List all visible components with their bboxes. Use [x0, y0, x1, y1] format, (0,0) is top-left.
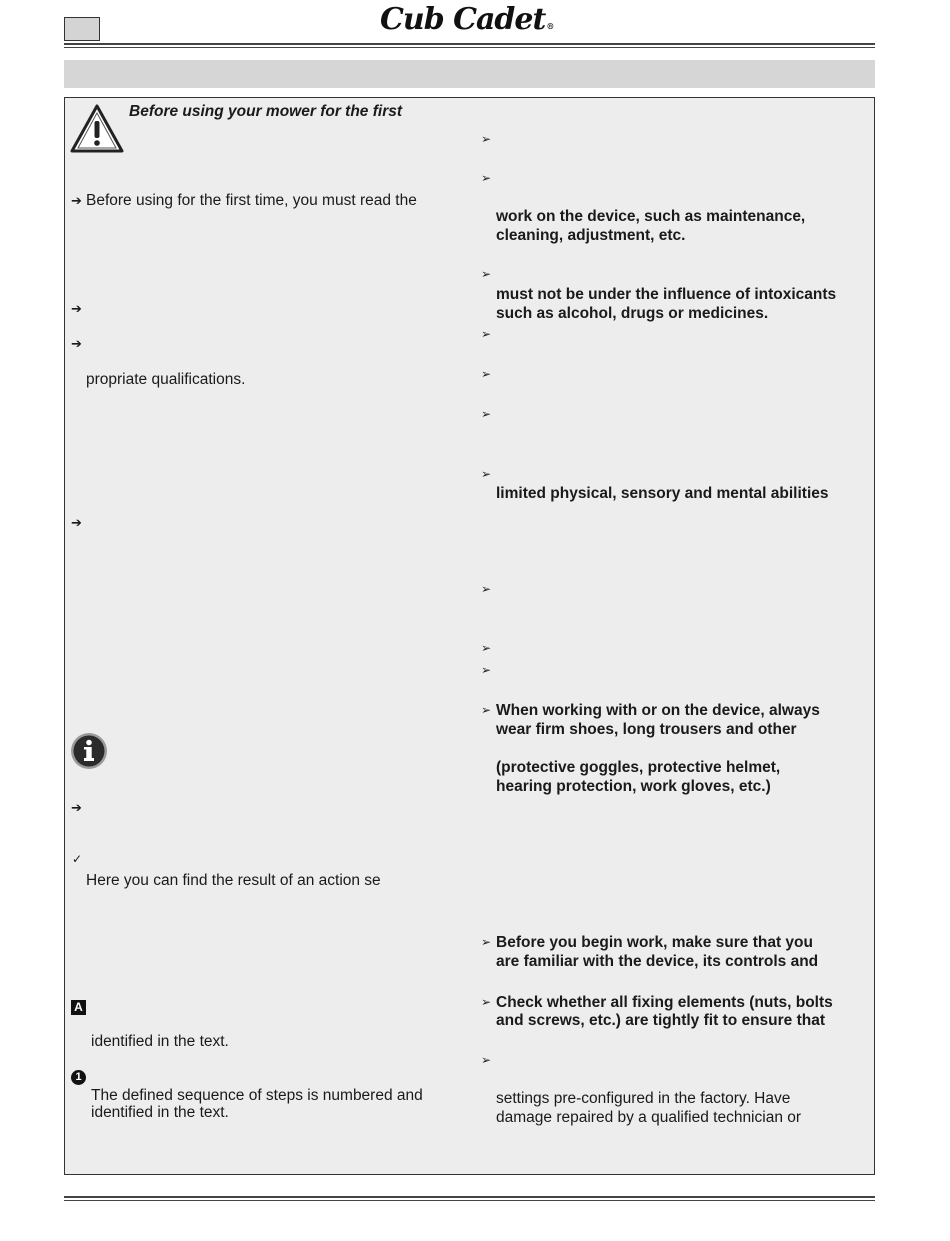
familiar-device-line1: Before you begin work, make sure that you	[496, 934, 813, 951]
factory-settings-line1: settings pre-configured in the factory. Have	[496, 1090, 791, 1107]
header-rule	[64, 43, 875, 48]
intoxicants-text-line1: must not be under the influence of intoxicants	[496, 286, 837, 303]
info-icon	[70, 732, 108, 770]
label-description: identified in the text.	[91, 1033, 229, 1050]
maintenance-text-line2: cleaning, adjustment, etc.	[496, 227, 686, 244]
bullet-arrow-icon: ➢	[481, 467, 492, 481]
fixing-elements-line2: and screws, etc.) are tightly fit to ensure that	[496, 1012, 826, 1029]
bullet-arrow-icon: ➢	[481, 703, 492, 717]
warning-triangle-icon	[70, 104, 124, 154]
familiar-device-line2: are familiar with the device, its controls and	[496, 953, 819, 970]
arrow-icon: ➔	[71, 516, 82, 531]
qualifications-text: propriate qualifications.	[86, 371, 246, 388]
arrow-icon: ➔	[71, 194, 82, 209]
intoxicants-text-line2: such as alcohol, drugs or medicines.	[496, 305, 769, 322]
arrow-icon: ➔	[71, 337, 82, 352]
checkmark-icon: ✓	[72, 852, 83, 866]
result-text: Here you can find the result of an action se	[86, 872, 381, 889]
brand-name: Cub Cadet	[380, 2, 546, 37]
arrow-icon: ➔	[71, 801, 82, 816]
first-use-heading: Before using your mower for the first	[129, 103, 403, 120]
protective-gear-line4: hearing protection, work gloves, etc.)	[496, 778, 771, 795]
first-use-instruction: Before using for the first time, you must read the	[86, 192, 417, 209]
position-label-a: A	[71, 1000, 86, 1015]
arrow-icon: ➔	[71, 302, 82, 317]
registered-mark: ®	[546, 21, 554, 31]
protective-gear-line2: wear firm shoes, long trousers and other	[496, 721, 797, 738]
bullet-arrow-icon: ➢	[481, 171, 492, 185]
bullet-arrow-icon: ➢	[481, 327, 492, 341]
page-number-tab	[64, 17, 100, 41]
step-text-line2: identified in the text.	[91, 1104, 229, 1121]
bullet-arrow-icon: ➢	[481, 132, 492, 146]
bullet-arrow-icon: ➢	[481, 367, 492, 381]
content-box	[64, 97, 875, 1175]
step-text-line1: The defined sequence of steps is numbered and	[91, 1087, 423, 1104]
bullet-arrow-icon: ➢	[481, 935, 492, 949]
section-title-band	[64, 60, 875, 88]
bullet-arrow-icon: ➢	[481, 641, 492, 655]
bullet-arrow-icon: ➢	[481, 582, 492, 596]
protective-gear-line3: (protective goggles, protective helmet,	[496, 759, 781, 776]
fixing-elements-line1: Check whether all fixing elements (nuts, bolts	[496, 994, 833, 1011]
bullet-arrow-icon: ➢	[481, 1053, 492, 1067]
limited-abilities-text: limited physical, sensory and mental abilities	[496, 485, 829, 502]
cub-cadet-logo	[380, 0, 580, 40]
maintenance-text-line1: work on the device, such as maintenance,	[496, 208, 806, 225]
bullet-arrow-icon: ➢	[481, 663, 492, 677]
footer-rule	[64, 1196, 875, 1201]
step-number-1: 1	[71, 1070, 86, 1085]
factory-settings-line2: damage repaired by a qualified technician or	[496, 1109, 802, 1126]
bullet-arrow-icon: ➢	[481, 407, 492, 421]
protective-gear-line1: When working with or on the device, always	[496, 702, 820, 719]
bullet-arrow-icon: ➢	[481, 267, 492, 281]
bullet-arrow-icon: ➢	[481, 995, 492, 1009]
